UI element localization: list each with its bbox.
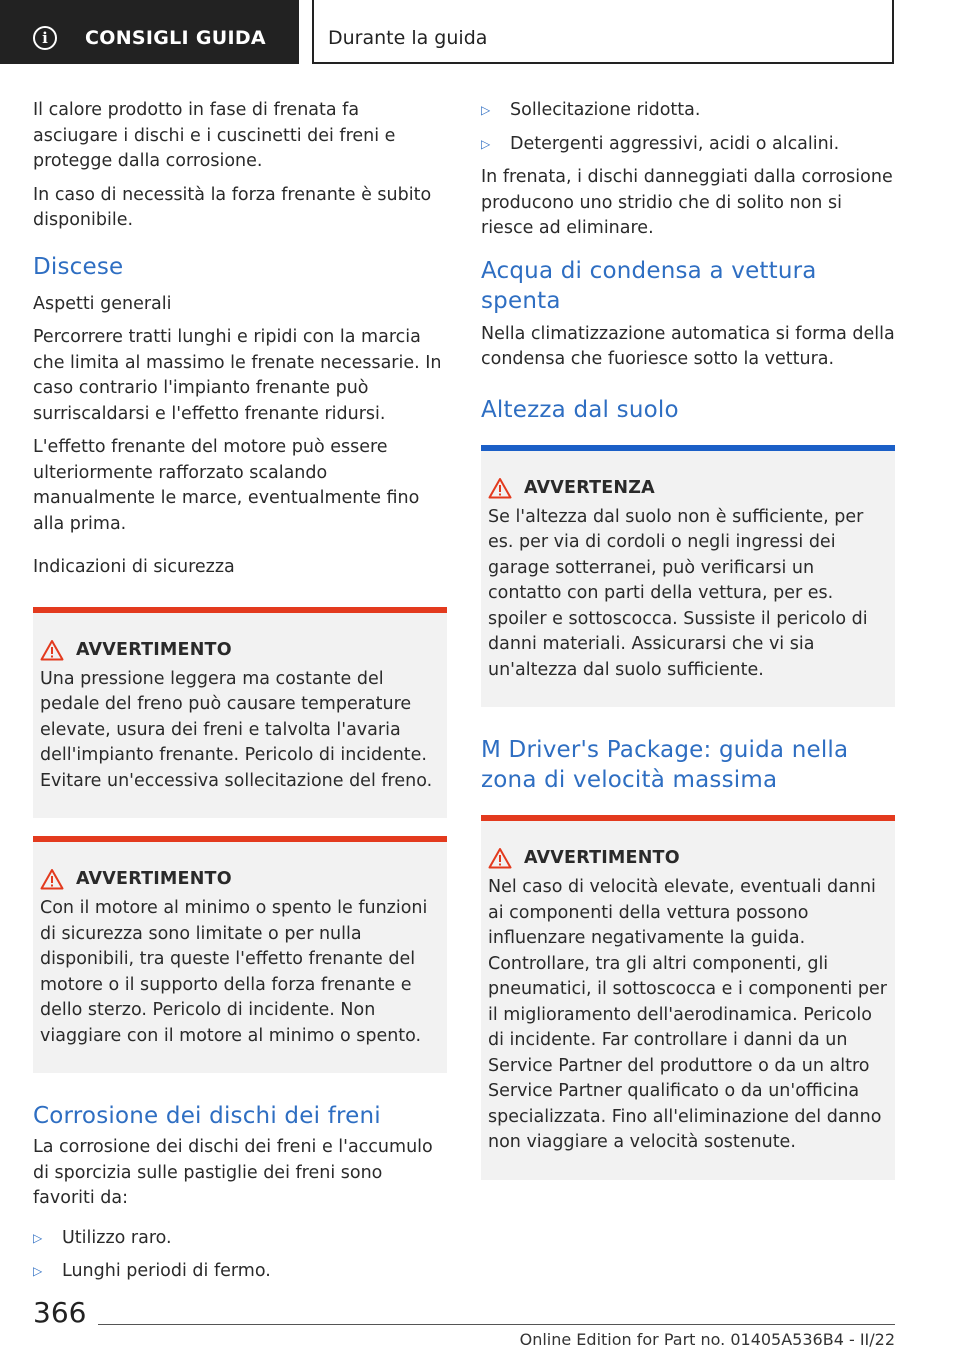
section-title: CONSIGLI GUIDA	[85, 27, 266, 49]
paragraph: Il calore prodotto in fase di frenata fa asciugare i dischi e i cuscinetti dei freni e protegge dalla corrosione.	[33, 100, 396, 171]
heading-condensa: Acqua di condensa a vettura spenta	[481, 257, 817, 314]
bullet-triangle-icon: ▷	[481, 136, 491, 151]
subheading-aspetti-generali: Aspetti generali	[33, 293, 172, 314]
warning-box	[33, 836, 447, 1073]
notice-label: AVVERTENZA	[524, 477, 655, 498]
left-column	[33, 98, 447, 1293]
section-tab	[0, 0, 299, 64]
paragraph: In caso di necessità la forza frenante è subito disponibile.	[33, 184, 432, 230]
page-number: 366	[33, 1296, 87, 1329]
list-item: ▷ Lunghi periodi di fermo.	[33, 1259, 447, 1285]
footer-divider	[98, 1324, 895, 1325]
warning-box-title	[488, 847, 888, 869]
edition-label: Online Edition for Part no. 01405A536B4 - II/22	[519, 1330, 895, 1349]
heading-corrosione: Corrosione dei dischi dei freni	[33, 1103, 381, 1129]
warning-label: AVVERTIMENTO	[524, 848, 680, 868]
notice-text: Se l'altezza dal suolo non è sufficiente, per es. per via di cordoli o negli ingressi dei garage sotterranei, può verificarsi un contatto con parti della vettura, per es. spoiler e sottoscocca. Sussiste il pericolo di danni materiali. Assicurarsi che vi sia un'altezza dal suolo sufficiente.	[488, 506, 868, 680]
paragraph: Percorrere tratti lunghi e ripidi con la marcia che limita al massimo le frenate necessarie. In caso contrario l'impianto frenante può surriscaldarsi e l'effetto frenante ridursi.	[33, 327, 442, 424]
warning-triangle-icon	[488, 847, 524, 869]
warning-box	[481, 815, 895, 1180]
heading-altezza: Altezza dal suolo	[481, 396, 679, 423]
bullet-triangle-icon: ▷	[33, 1264, 43, 1278]
warning-label: AVVERTIMENTO	[76, 639, 232, 660]
warning-label: AVVERTIMENTO	[76, 869, 232, 889]
chapter-title: Durante la guida	[328, 27, 488, 49]
warning-triangle-icon	[40, 868, 76, 890]
paragraph: In frenata, i dischi danneggiati dalla corrosione producono uno stridio che di solito non si riesce ad eliminare.	[481, 167, 893, 238]
warning-text: Una pressione leggera ma costante del pedale del freno può causare temperature elevate, usura dei freni e talvolta l'avaria dell'impianto frenante. Pericolo di incidente. Evitare un'eccessiva sollecitazione del freno.	[40, 668, 433, 791]
warning-triangle-icon	[488, 477, 524, 499]
subheading-indicazioni-sicurezza: Indicazioni di sicurezza	[33, 557, 235, 577]
right-column	[481, 98, 895, 1208]
bullet-triangle-icon: ▷	[481, 103, 491, 117]
paragraph: L'effetto frenante del motore può essere ulteriormente rafforzato scalando manualmente le marce, eventualmente fino alla prima.	[33, 437, 420, 534]
heading-discese: Discese	[33, 253, 124, 280]
warning-text: Nel caso di velocità elevate, eventuali danni ai componenti della vettura possono influenzare negativamente la guida. Controllare, tra gli altri componenti, gli pneumatici, il sottoscocca e i componenti per il miglioramento dell'aerodinamica. Pericolo di incidente. Far controllare i danni da un Service Partner del produttore o da un altro Service Partner qualificato o da un'officina specializzata. Fino all'eliminazione del danno non viaggiare a velocità sostenute.	[488, 877, 887, 1152]
warning-box	[33, 607, 447, 819]
chapter-tab	[312, 0, 894, 64]
info-icon: i	[33, 26, 57, 50]
paragraph: La corrosione dei dischi dei freni e l'accumulo di sporcizia sulle pastiglie dei freni sono favoriti da:	[33, 1137, 433, 1208]
list-item: ▷ Utilizzo raro.	[33, 1226, 447, 1252]
list-item: ▷ Sollecitazione ridotta.	[481, 98, 895, 124]
notice-box	[481, 445, 895, 708]
warning-text: Con il motore al minimo o spento le funzioni di sicurezza sono limitate o per nulla disponibili, tra queste l'effetto frenante del motore o il supporto della forza frenante e dello sterzo. Pericolo di incidente. Non viaggiare con il motore al minimo o spento.	[40, 898, 428, 1046]
notice-box-title	[488, 477, 888, 499]
heading-m-driver-package: M Driver's Package: guida nella zona di velocità massima	[481, 737, 849, 793]
warning-box-title	[40, 639, 440, 661]
warning-box-title	[40, 868, 440, 890]
bullet-triangle-icon: ▷	[33, 1230, 43, 1245]
warning-triangle-icon	[40, 639, 76, 661]
paragraph: Nella climatizzazione automatica si forma della condensa che fuoriesce sotto la vettura.	[481, 323, 895, 369]
list-item: ▷ Detergenti aggressivi, acidi o alcalini.	[481, 132, 895, 158]
